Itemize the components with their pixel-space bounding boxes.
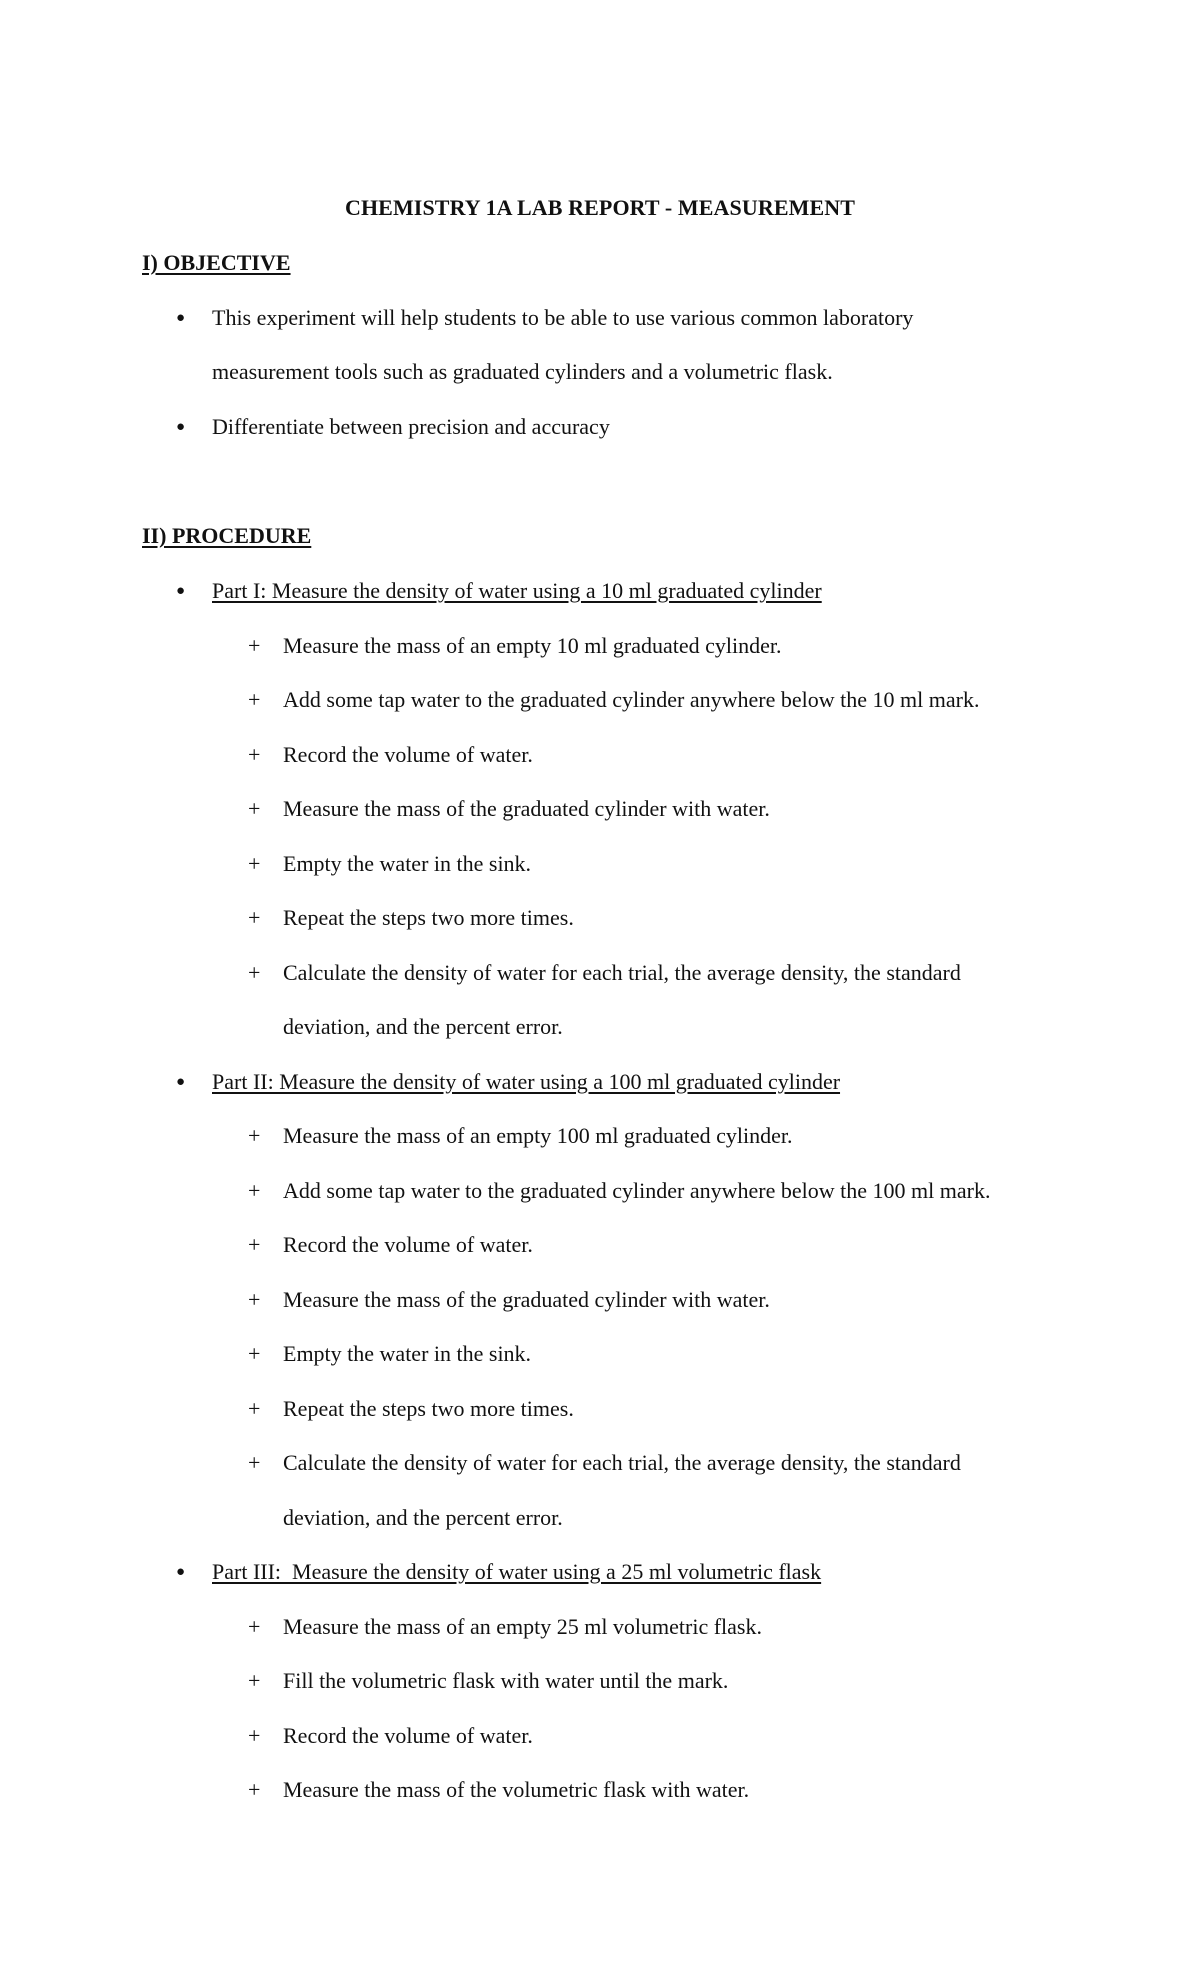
plus-icon: +: [248, 1777, 261, 1802]
objective-bullet-2: Differentiate between precision and accuracy: [212, 414, 610, 439]
plus-icon: +: [248, 1450, 261, 1475]
part-1-step-2: Add some tap water to the graduated cylinder anywhere below the 10 ml mark.: [283, 687, 980, 712]
part-2-step-7-line-1: Calculate the density of water for each trial, the average density, the standard: [283, 1450, 961, 1475]
plus-icon: +: [248, 796, 261, 821]
plus-icon: +: [248, 1287, 261, 1312]
part-1-step-4: Measure the mass of the graduated cylinder with water.: [283, 796, 770, 821]
part-2-step-7-line-2: deviation, and the percent error.: [283, 1505, 563, 1530]
plus-icon: +: [248, 742, 261, 767]
plus-icon: +: [248, 1668, 261, 1693]
plus-icon: +: [248, 1232, 261, 1257]
part-2-step-4: Measure the mass of the graduated cylinder with water.: [283, 1287, 770, 1312]
bullet-icon: ●: [176, 1564, 186, 1580]
part-1-step-7-line-1: Calculate the density of water for each trial, the average density, the standard: [283, 960, 961, 985]
plus-icon: +: [248, 905, 261, 930]
part-2-title: Part II: Measure the density of water using a 100 ml graduated cylinder: [212, 1069, 841, 1094]
part-1-step-1: Measure the mass of an empty 10 ml graduated cylinder.: [283, 633, 782, 658]
part-1-step-3: Record the volume of water.: [283, 742, 533, 767]
part-1-step-7-line-2: deviation, and the percent error.: [283, 1014, 563, 1039]
plus-icon: +: [248, 687, 261, 712]
part-3-step-2: Fill the volumetric flask with water until the mark.: [283, 1668, 729, 1693]
objective-heading: I) OBJECTIVE: [142, 250, 291, 275]
procedure-heading: II) PROCEDURE: [142, 523, 312, 548]
plus-icon: +: [248, 851, 261, 876]
part-3-step-4: Measure the mass of the volumetric flask with water.: [283, 1777, 750, 1802]
plus-icon: +: [248, 1723, 261, 1748]
part-2-step-3: Record the volume of water.: [283, 1232, 533, 1257]
bullet-icon: ●: [176, 310, 186, 326]
part-2-step-5: Empty the water in the sink.: [283, 1341, 532, 1366]
plus-icon: +: [248, 1341, 261, 1366]
objective-bullet-1-line-1: This experiment will help students to be able to use various common laboratory: [212, 305, 914, 330]
part-2-step-2: Add some tap water to the graduated cylinder anywhere below the 100 ml mark.: [283, 1178, 991, 1203]
part-3-step-3: Record the volume of water.: [283, 1723, 533, 1748]
bullet-icon: ●: [176, 419, 186, 435]
plus-icon: +: [248, 1178, 261, 1203]
plus-icon: +: [248, 960, 261, 985]
plus-icon: +: [248, 1396, 261, 1421]
document-title: CHEMISTRY 1A LAB REPORT - MEASUREMENT: [344, 195, 856, 220]
part-2-step-1: Measure the mass of an empty 100 ml graduated cylinder.: [283, 1123, 793, 1148]
part-1-title: Part I: Measure the density of water using a 10 ml graduated cylinder: [212, 578, 822, 603]
plus-icon: +: [248, 1123, 261, 1148]
objective-bullet-1-line-2: measurement tools such as graduated cylinders and a volumetric flask.: [212, 359, 833, 384]
bullet-icon: ●: [176, 1074, 186, 1090]
part-3-title: Part III: Measure the density of water using a 25 ml volumetric flask: [212, 1559, 822, 1584]
part-3-step-1: Measure the mass of an empty 25 ml volumetric flask.: [283, 1614, 762, 1639]
bullet-icon: ●: [176, 583, 186, 599]
part-1-step-5: Empty the water in the sink.: [283, 851, 532, 876]
part-2-step-6: Repeat the steps two more times.: [283, 1396, 574, 1421]
plus-icon: +: [248, 633, 261, 658]
part-1-step-6: Repeat the steps two more times.: [283, 905, 574, 930]
plus-icon: +: [248, 1614, 261, 1639]
